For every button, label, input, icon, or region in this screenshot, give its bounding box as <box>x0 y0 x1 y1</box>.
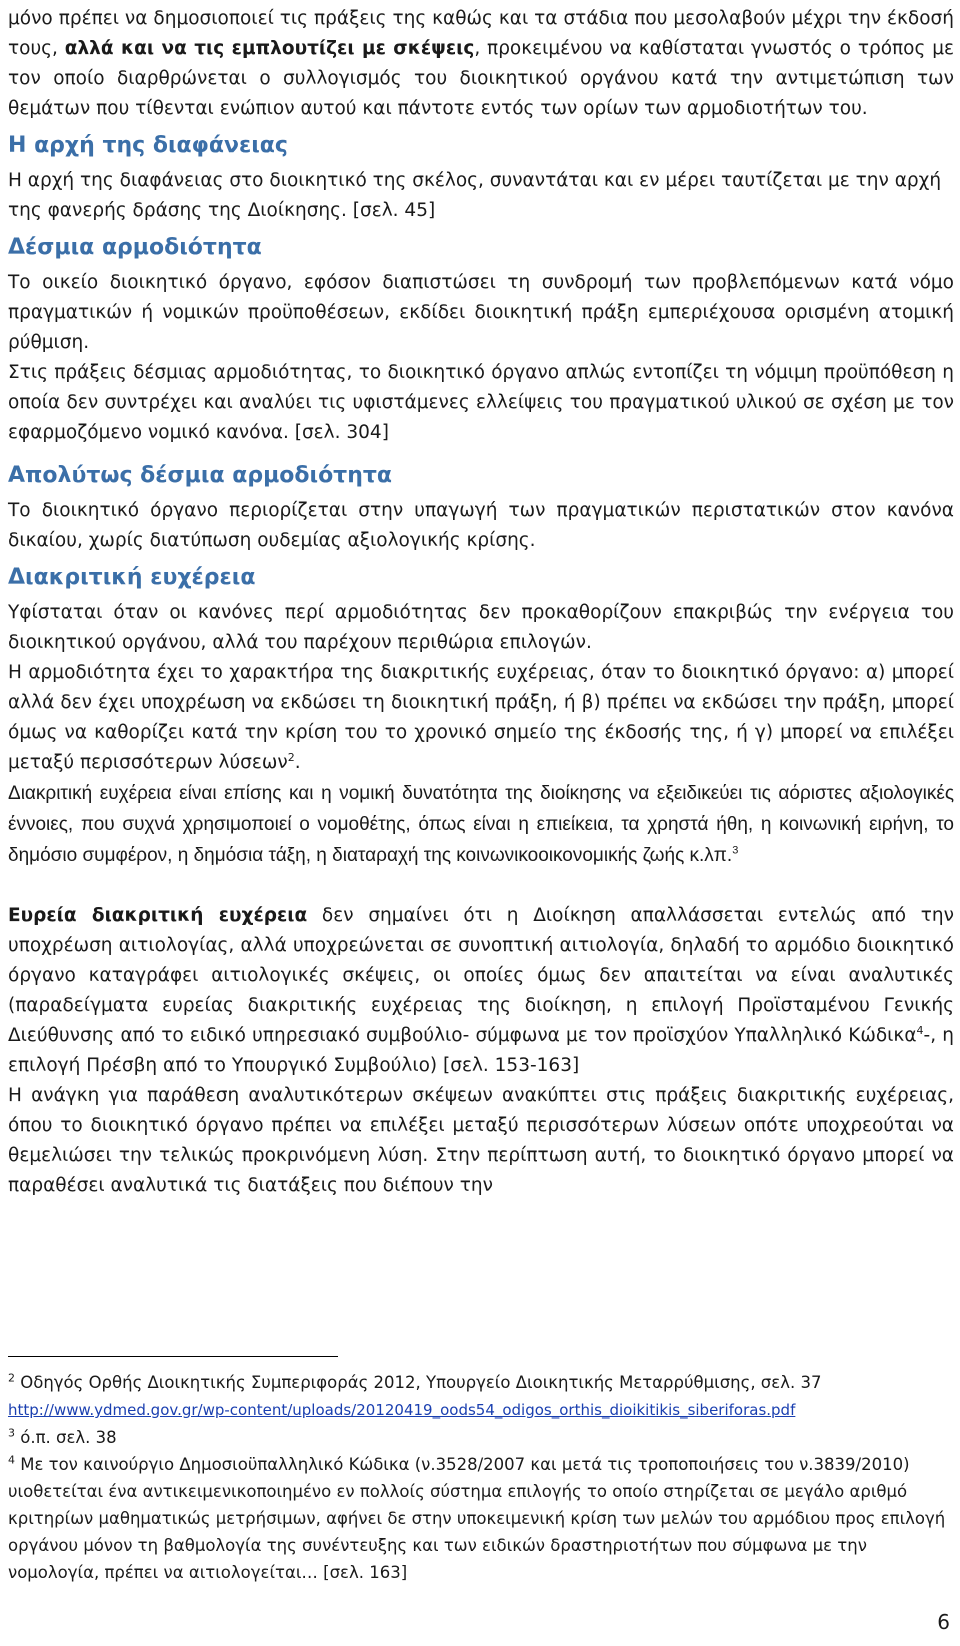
footnote-ref-2[interactable]: 2 <box>287 750 295 764</box>
footnote-divider <box>8 1356 338 1357</box>
paragraph-absolute-bound: Το διοικητικό όργανο περιορίζεται στην υπαγωγή των πραγματικών περιστατικών στον κανόνα δικαίου, χωρίς διατύπωση ουδεμίας αξιολογικής κρίσης. <box>8 500 954 551</box>
footnotes <box>8 1356 954 1586</box>
paragraph-discretion-3 <box>8 778 954 871</box>
footnote-3-text: ό.π. σελ. 38 <box>15 1428 117 1447</box>
intro-bold-text: αλλά και να τις εμπλουτίζει με σκέψεις <box>64 38 475 59</box>
paragraph-bound-2: Στις πράξεις δέσμιας αρμοδιότητας, το διοικητικό όργανο απλώς εντοπίζει τη νόμιμη προϋπόθεση η οποία δεν συντρέχει και αναλύει τις υφιστάμενες ελλείψεις του πραγματικού υλικού σε σχέση με τον εφαρμοζόμενο νομικό κανόνα. [σελ. 304] <box>8 362 954 443</box>
page-number: 6 <box>937 1610 950 1634</box>
footnote-2-number: 2 <box>8 1371 15 1385</box>
heading-bound-competence: Δέσμια αρμοδιότητα <box>8 235 262 260</box>
footnote-ref-3[interactable]: 3 <box>732 844 739 857</box>
paragraph-analytical-reasoning: Η ανάγκη για παράθεση αναλυτικότερων σκέψεων ανακύπτει στις πράξεις διακριτικής ευχέρειας, όπου το διοικητικό όργανο πρέπει να επιλέξει μεταξύ περισσότερων λύσεων οπότε υποχρεούται να θεμελιώσει την τελικώς προκρινόμενη λύση. Στην περίπτωση αυτή, το διοικητικό όργανο μπορεί να παραθέσει αναλυτικά τις διατάξεις που διέπουν την <box>8 1085 954 1196</box>
footnote-3-number: 3 <box>8 1426 15 1440</box>
footnote-3 <box>8 1424 954 1451</box>
footnote-2-text: Οδηγός Ορθής Διοικητικής Συμπεριφοράς 2012, Υπουργείο Διοικητικής Μεταρρύθμισης, σελ. 37 <box>15 1373 822 1392</box>
intro-paragraph <box>8 4 954 124</box>
heading-transparency: Η αρχή της διαφάνειας <box>8 133 288 158</box>
footnote-ref-4[interactable]: 4 <box>916 1023 924 1037</box>
paragraph-discretion-1: Υφίσταται όταν οι κανόνες περί αρμοδιότητας δεν προκαθορίζουν επακριβώς την ενέργεια του διοικητικού οργάνου, αλλά του παρέχουν περιθώρια επιλογών. <box>8 602 954 653</box>
broad-text-1: δεν σημαίνει ότι η Διοίκηση απαλλάσσεται εντελώς από την υποχρέωση αιτιολογίας, αλλά υποχρεώνεται σε συνοπτική αιτιολογία, δηλαδή το αρμόδιο διοικητικό όργανο καταγράφει αιτιολογικές σκέψεις, οι οποίες όμως δεν απαιτείται να είναι αναλυτικές (παραδείγματα ευρείας διακριτικής ευχέρειας της διοίκηση, η επιλογή Προϊσταμένου Γενικής Διεύθυνσης από το ειδικό υπηρεσιακό συμβούλιο- σύμφωνα με τον προϊσχύον Υπαλληλικό Κώδικα <box>8 905 954 1046</box>
heading-absolute-bound: Απολύτως δέσμια αρμοδιότητα <box>8 463 393 488</box>
paragraph-bound-1: Το οικείο διοικητικό όργανο, εφόσον διαπιστώσει τη συνδρομή των προβλεπόμενων κατά νόμο πραγματικών ή νομικών προϋποθέσεων, εκδίδει διοικητική πράξη εμπεριέχουσα ορισμένη ατομική ρύθμιση. <box>8 272 954 353</box>
main-content <box>8 4 954 1201</box>
footnote-4-number: 4 <box>8 1453 15 1467</box>
footnote-2 <box>8 1369 954 1424</box>
paragraph-transparency: Η αρχή της διαφάνειας στο διοικητικό της σκέλος, συναντάται και εν μέρει ταυτίζεται με την αρχή της φανερής δράσης της Διοίκησης. [σελ. 45] <box>8 170 942 221</box>
footnote-4-text: Με τον καινούργιο Δημοσιοϋπαλληλικό Κώδικα (ν.3528/2007 και μετά τις τροποποιήσεις του ν.3839/2010) υιοθετείται ένα αντικειμενικοποιημένο εν πολλοίς σύστημα επιλογής το οποίο στηρίζεται σε μεγάλο αριθμό κριτηρίων μαθηματικώς μετρήσιμων, αφήνει δε στην υποκειμενική κρίση των μελών του αρμόδιου προς επιλογή οργάνου μόνον τη βαθμολογία της συνέντευξης και των ειδικών δραστηριοτήτων που σύμφωνα με την νομολογία, πρέπει να αιτιολογείται… [σελ. 163] <box>8 1455 946 1582</box>
intro-text-1: μόνο πρέπει να δημοσιοποιεί τις πράξεις της καθώς και τα στάδια που μεσολαβούν μέχρι την έκδοσή τους, <box>8 8 954 59</box>
paragraph-broad-discretion <box>8 901 954 1081</box>
discretion-3-text: Διακριτική ευχέρεια είναι επίσης και η νομική δυνατότητα της διοίκησης να εξειδικεύει τις αόριστες αξιολογικές έννοιες, που συχνά χρησιμοποιεί ο νομοθέτης, όπως είναι η επιείκεια, τα χρηστά ήθη, η κοινωνική ειρήνη, το δημόσιο συμφέρον, η δημόσια τάξη, η διαταραχή της κοινωνικοοικονομικής ζωής κ.λπ. <box>8 783 954 866</box>
broad-bold-text: Ευρεία διακριτική ευχέρεια <box>8 905 308 926</box>
broad-text-2: -, η επιλογή Πρέσβη από το Υπουργικό Συμβούλιο) [σελ. 153-163] <box>8 1025 955 1076</box>
footnote-4 <box>8 1451 954 1586</box>
spacer <box>8 871 954 901</box>
intro-text-2: , προκειμένου να καθίσταται γνωστός ο τρόπος με τον οποίο διαρθρώνεται ο συλλογισμός του διοικητικού οργάνου κατά την αντιμετώπιση των θεμάτων που τίθενται ενώπιον αυτού και πάντοτε εντός των ορίων των αρμοδιοτήτων του. <box>8 38 954 119</box>
paragraph-discretion-2: Η αρμοδιότητα έχει το χαρακτήρα της διακριτικής ευχέρειας, όταν το διοικητικό όργανο: α) μπορεί αλλά δεν έχει υποχρέωση να εκδώσει τη διοικητική πράξη, ή β) πρέπει να εκδώσει την πράξη, μπορεί όμως να καθορίζει κατά την κρίση του το χρονικό σημείο της έκδοσής της, ή γ) μπορεί να επιλέξει μεταξύ περισσότερων λύσεων$^2$. <box>8 662 954 773</box>
heading-discretion: Διακριτική ευχέρεια <box>8 565 256 590</box>
footnote-2-link[interactable]: http://www.ydmed.gov.gr/wp-content/uploads/20120419_oods54_odigos_orthis_dioikitikis_siberiforas.pdf <box>8 1401 796 1419</box>
discretion-2-text: Η αρμοδιότητα έχει το χαρακτήρα της διακριτικής ευχέρειας, όταν το διοικητικό όργανο: α) μπορεί αλλά δεν έχει υποχρέωση να εκδώσει τη διοικητική πράξη, ή β) πρέπει να εκδώσει την πράξη, μπορεί όμως να καθορίζει κατά την κρίση του το χρονικό σημείο της έκδοσής της, ή γ) μπορεί να επιλέξει μεταξύ περισσότερων λύσεων <box>8 662 954 773</box>
